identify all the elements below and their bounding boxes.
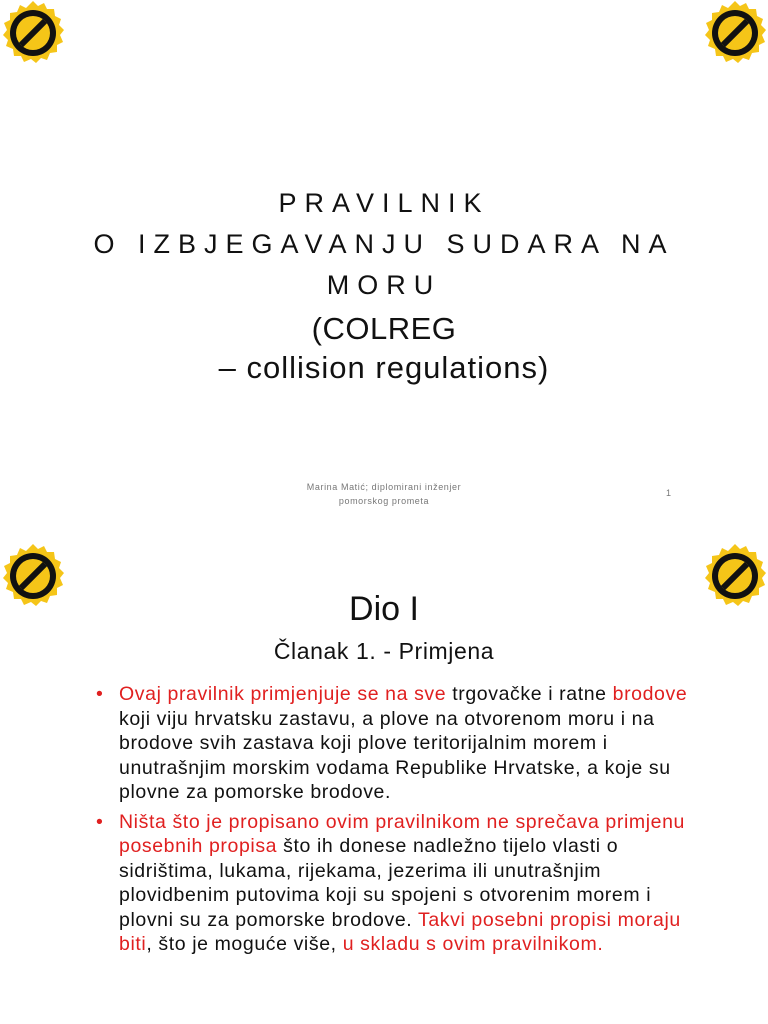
emphasis-text: Ništa što je propisano ovim pravilnikom ne sprečava primjenu posebnih propisa (119, 810, 685, 857)
title-colreg: (COLREG (311, 311, 457, 346)
bullet-icon: • (96, 810, 104, 833)
bullet-icon: • (96, 683, 104, 705)
author-footer (0, 480, 768, 508)
emphasis-text: u skladu s ovim pravilnikom. (342, 933, 604, 955)
list-item (94, 682, 694, 805)
slide-2 (0, 540, 768, 1024)
title-line: O IZBJEGAVANJU SUDARA NA (93, 229, 675, 259)
stamp-icon (0, 0, 66, 66)
emphasis-text: Ovaj pravilnik primjenjuje se na sve (119, 683, 447, 705)
list-item (94, 810, 694, 957)
bullet-list (94, 682, 694, 962)
article-heading: Članak 1. - Primjena (273, 638, 495, 664)
emphasis-text: brodove (612, 683, 688, 705)
title-subtitle: – collision regulations) (218, 350, 550, 385)
title-line: MORU (326, 270, 442, 300)
author-line: pomorskog prometa (338, 496, 430, 506)
page-number: 1 (666, 488, 672, 498)
body-text: trgovačke i ratne (446, 683, 613, 705)
title-line: PRAVILNIK (278, 188, 490, 218)
body-text: što ih donese nadležno tijelo vlasti o sidrištima, lukama, rijekama, jezerima ili unutrašnjim plovidbenim putovima koji su spojeni s otvorenim morem i plovni su za pomorske brodove. (119, 835, 652, 931)
body-text: koji viju hrvatsku zastavu, a plove na otvorenom moru i na brodove svih zastava koji plove teritorijalnim morem i unutrašnjim morskim vodama Republike Hrvatske, a koje su plovne za pomorske brodove. (119, 707, 671, 803)
stamp-icon (702, 0, 768, 66)
author-line: Marina Matić; diplomirani inženjer (306, 482, 462, 492)
emphasis-text: Takvi posebni propisi moraju biti (119, 908, 681, 955)
section-heading: Dio I (349, 590, 419, 628)
body-text: , što je moguće više, (146, 933, 343, 955)
slide-title (0, 190, 768, 391)
